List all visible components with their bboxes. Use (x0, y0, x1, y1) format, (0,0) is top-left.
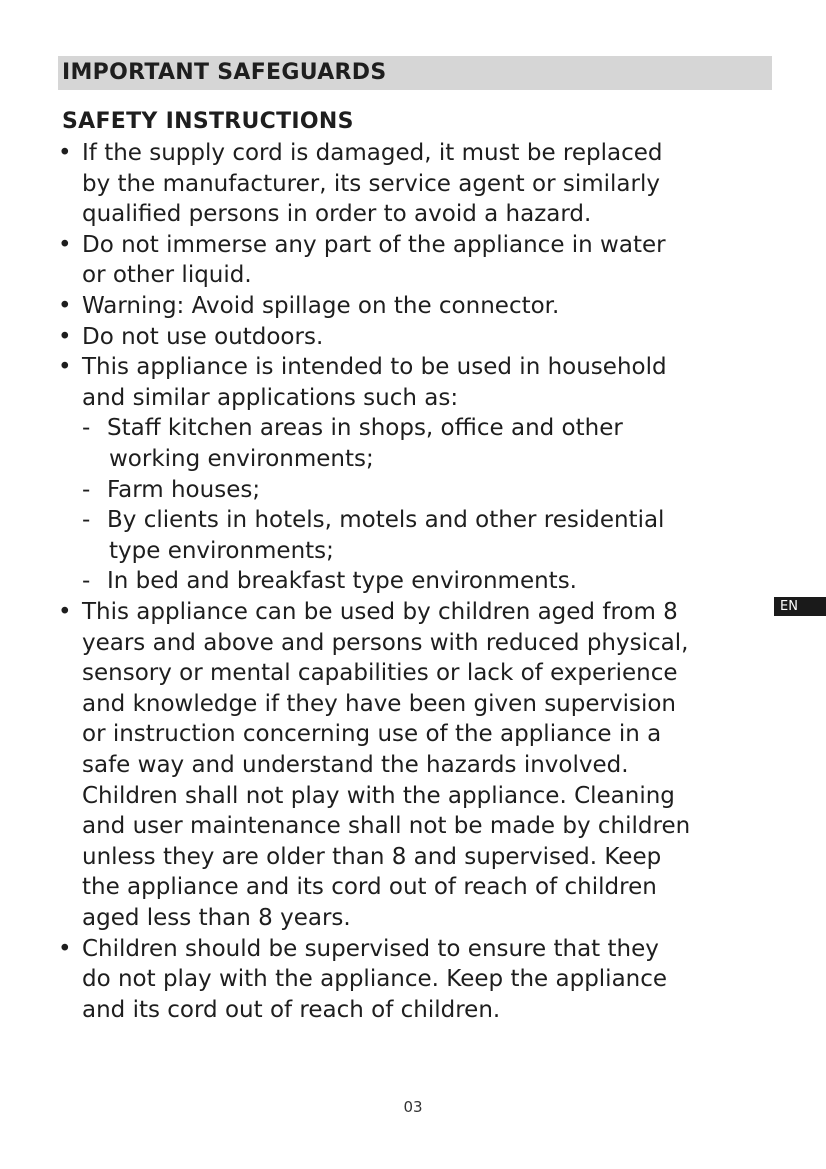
list-item-line: and user maintenance shall not be made by children (82, 813, 691, 839)
list-item-line: the appliance and its cord out of reach of children (82, 874, 657, 900)
list-item-line: unless they are older than 8 and supervised. Keep (82, 844, 662, 870)
list-item-line: or other liquid. (82, 262, 252, 288)
list-item-line: If the supply cord is damaged, it must be replaced (82, 140, 663, 166)
page-title: IMPORTANT SAFEGUARDS (62, 60, 387, 85)
list-item-line: Do not immerse any part of the appliance in water (82, 232, 666, 258)
sub-bullet-marker: - (82, 507, 91, 533)
list-item-line: safe way and understand the hazards involved. (82, 752, 629, 778)
list-item-line: Warning: Avoid spillage on the connector. (82, 293, 560, 319)
list-item-line: and similar applications such as: (82, 385, 459, 411)
list-item-line: years and above and persons with reduced physical, (82, 630, 689, 656)
list-item-line: qualified persons in order to avoid a hazard. (82, 201, 592, 227)
list-item-line: This appliance can be used by children aged from 8 (82, 599, 678, 625)
list-item-line: and knowledge if they have been given supervision (82, 691, 676, 717)
list-item-line: and its cord out of reach of children. (82, 997, 501, 1023)
bullet-marker: • (58, 599, 72, 625)
list-item-line: sensory or mental capabilities or lack of experience (82, 660, 678, 686)
sub-list-item-line: Staff kitchen areas in shops, office and other (107, 415, 623, 441)
list-item-line: This appliance is intended to be used in household (82, 354, 667, 380)
page-number: 03 (403, 1098, 423, 1116)
sub-list-item-line: Farm houses; (107, 477, 261, 503)
bullet-marker: • (58, 293, 72, 319)
sub-list-item-line: By clients in hotels, motels and other residential (107, 507, 665, 533)
section-title: SAFETY INSTRUCTIONS (62, 109, 354, 134)
bullet-marker: • (58, 232, 72, 258)
list-item-line: Children shall not play with the appliance. Cleaning (82, 783, 675, 809)
sub-list-item-line: working environments; (109, 446, 374, 472)
list-item-line: Children should be supervised to ensure that they (82, 936, 659, 962)
sub-bullet-marker: - (82, 415, 91, 441)
list-item-line: Do not use outdoors. (82, 324, 324, 350)
sub-list-item-line: In bed and breakfast type environments. (107, 568, 577, 594)
bullet-marker: • (58, 936, 72, 962)
sub-list-item-line: type environments; (109, 538, 334, 564)
sub-bullet-marker: - (82, 477, 91, 503)
sub-bullet-marker: - (82, 568, 91, 594)
bullet-marker: • (58, 354, 72, 380)
list-item-line: or instruction concerning use of the appliance in a (82, 721, 662, 747)
list-item-line: do not play with the appliance. Keep the appliance (82, 966, 668, 992)
list-item-line: aged less than 8 years. (82, 905, 351, 931)
language-tab: EN (774, 597, 826, 616)
list-item-line: by the manufacturer, its service agent or similarly (82, 171, 660, 197)
bullet-marker: • (58, 324, 72, 350)
bullet-marker: • (58, 140, 72, 166)
